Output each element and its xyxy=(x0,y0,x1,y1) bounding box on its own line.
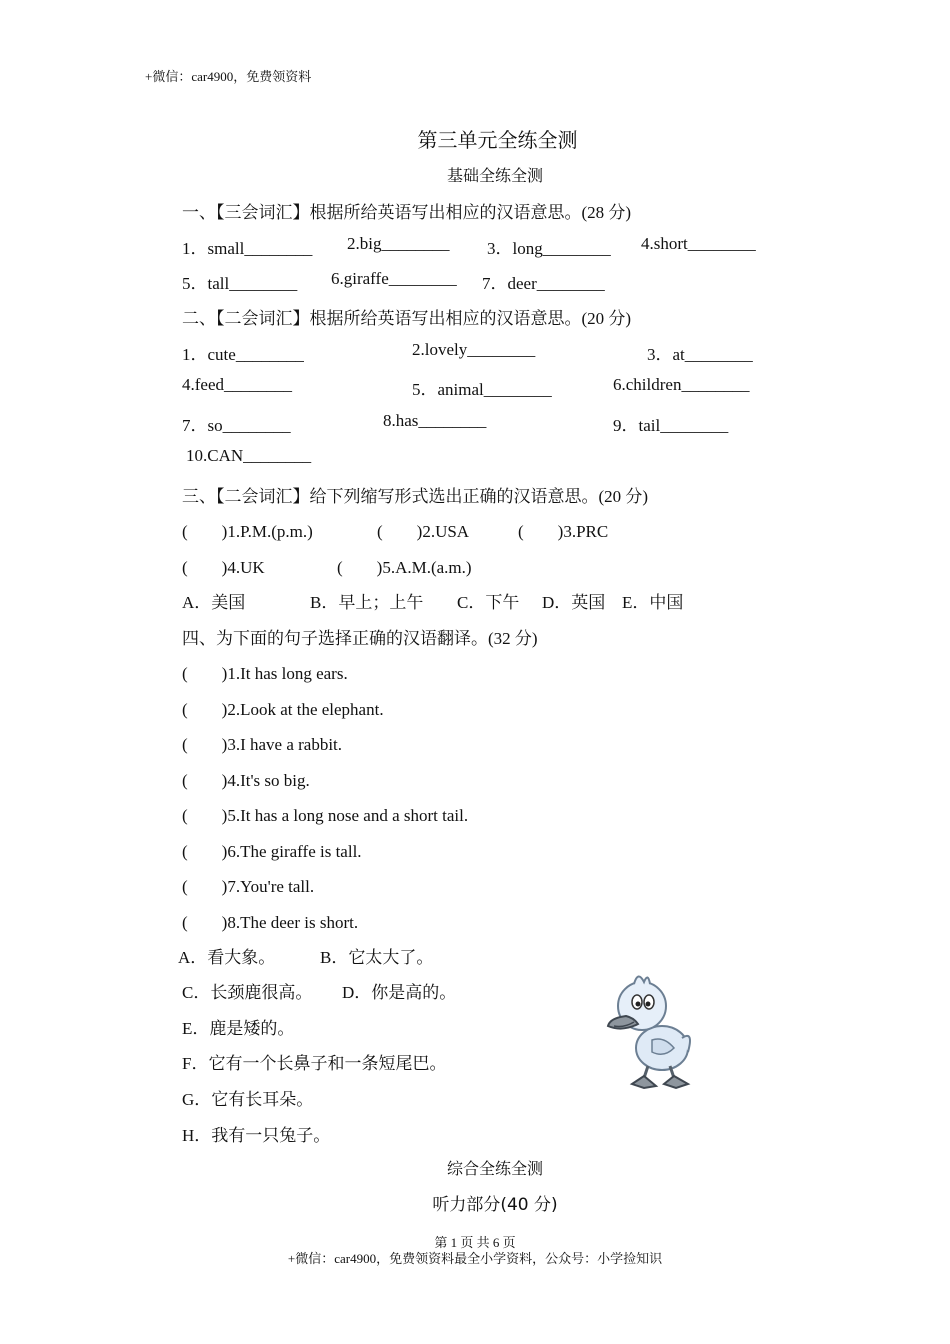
header-watermark: +微信：car4900，免费领资料 xyxy=(145,69,312,84)
page-subtitle: 基础全练全测 xyxy=(446,166,543,185)
s4-item-3: ( )3.I have a rabbit. xyxy=(182,735,343,754)
s2-item-7: 7．so________ xyxy=(182,416,291,435)
section-3-points: (20 分) xyxy=(598,487,649,506)
s3-option-a: A．美国 xyxy=(182,593,246,612)
s4-answer-h: H．我有一只兔子。 xyxy=(182,1126,331,1145)
section-1-heading-text: 一、【三会词汇】根据所给英语写出相应的汉语意思。 xyxy=(182,203,582,223)
s2-item-3: 3．at________ xyxy=(647,345,753,364)
s4-answer-c: C．长颈鹿很高。 xyxy=(182,983,313,1002)
s4-item-4: ( )4.It's so big. xyxy=(182,771,310,790)
s4-answer-f: F．它有一个长鼻子和一条短尾巴。 xyxy=(182,1054,447,1073)
s4-answer-g: G．它有长耳朵。 xyxy=(182,1090,314,1109)
section-2-heading xyxy=(182,304,631,329)
s2-item-5: 5．animal________ xyxy=(412,380,552,399)
s2-item-1: 1．cute________ xyxy=(182,345,304,364)
s4-item-5: ( )5.It has a long nose and a short tail. xyxy=(182,806,469,825)
footer-watermark: +微信：car4900，免费领资料最全小学资料，公众号：小学捡知识 xyxy=(287,1251,663,1266)
s2-item-2: 2.lovely________ xyxy=(412,340,536,359)
section-4-heading-text: 四、为下面的句子选择正确的汉语翻译。 xyxy=(182,629,488,649)
s3-option-c: C．下午 xyxy=(457,593,520,612)
s2-item-4: 4.feed________ xyxy=(182,375,293,394)
section-1-heading xyxy=(182,198,631,223)
s4-answer-d: D．你是高的。 xyxy=(342,983,457,1002)
s4-answer-e: E．鹿是矮的。 xyxy=(182,1019,295,1038)
s4-item-1: ( )1.It has long ears. xyxy=(182,664,348,683)
s4-item-7: ( )7.You're tall. xyxy=(182,877,315,896)
s3-item-1: ( )1.P.M.(p.m.) xyxy=(182,522,313,541)
section-2-points: (20 分) xyxy=(581,309,632,328)
s3-item-3: ( )3.PRC xyxy=(518,522,609,541)
s1-item-2: 2.big________ xyxy=(347,234,450,253)
s4-item-2: ( )2.Look at the elephant. xyxy=(182,700,384,719)
listening-heading: 听力部分(40 分) xyxy=(432,1195,558,1215)
s2-item-10: 10.CAN________ xyxy=(186,446,312,465)
page-title: 第三单元全练全测 xyxy=(417,128,578,152)
s3-option-d: D．英国 xyxy=(542,593,606,612)
s1-item-4: 4.short________ xyxy=(641,234,756,253)
s2-item-6: 6.children________ xyxy=(613,375,750,394)
part2-title: 综合全练全测 xyxy=(446,1159,543,1178)
s2-item-8: 8.has________ xyxy=(383,411,487,430)
s3-item-5: ( )5.A.M.(a.m.) xyxy=(337,558,472,577)
s1-item-1: 1．small________ xyxy=(182,239,313,258)
section-4-points: (32 分) xyxy=(488,629,538,648)
s3-item-2: ( )2.USA xyxy=(377,522,470,541)
s3-option-b: B．早上；上午 xyxy=(310,593,424,612)
s1-item-7: 7．deer________ xyxy=(482,274,605,293)
footer-page-number: 第 1 页 共 6 页 xyxy=(434,1235,516,1250)
s4-answer-b: B．它太大了。 xyxy=(320,948,434,967)
s1-item-5: 5．tall________ xyxy=(182,274,298,293)
s4-answer-a: A．看大象。 xyxy=(178,948,276,967)
s2-item-9: 9．tail________ xyxy=(613,416,729,435)
s4-item-8: ( )8.The deer is short. xyxy=(182,913,359,932)
duck-icon xyxy=(604,966,696,1100)
s4-item-6: ( )6.The giraffe is tall. xyxy=(182,842,362,861)
section-1-points: (28 分) xyxy=(581,203,632,222)
s1-item-6: 6.giraffe________ xyxy=(331,269,457,288)
s1-item-3: 3．long________ xyxy=(487,239,611,258)
section-4-heading xyxy=(182,624,538,649)
s3-item-4: ( )4.UK xyxy=(182,558,265,577)
section-3-heading xyxy=(182,482,648,507)
duck-illustration xyxy=(604,966,696,1100)
section-2-heading-text: 二、【二会词汇】根据所给英语写出相应的汉语意思。 xyxy=(182,309,582,329)
s3-option-e: E．中国 xyxy=(622,593,684,612)
section-3-heading-text: 三、【二会词汇】给下列缩写形式选出正确的汉语意思。 xyxy=(182,487,599,507)
